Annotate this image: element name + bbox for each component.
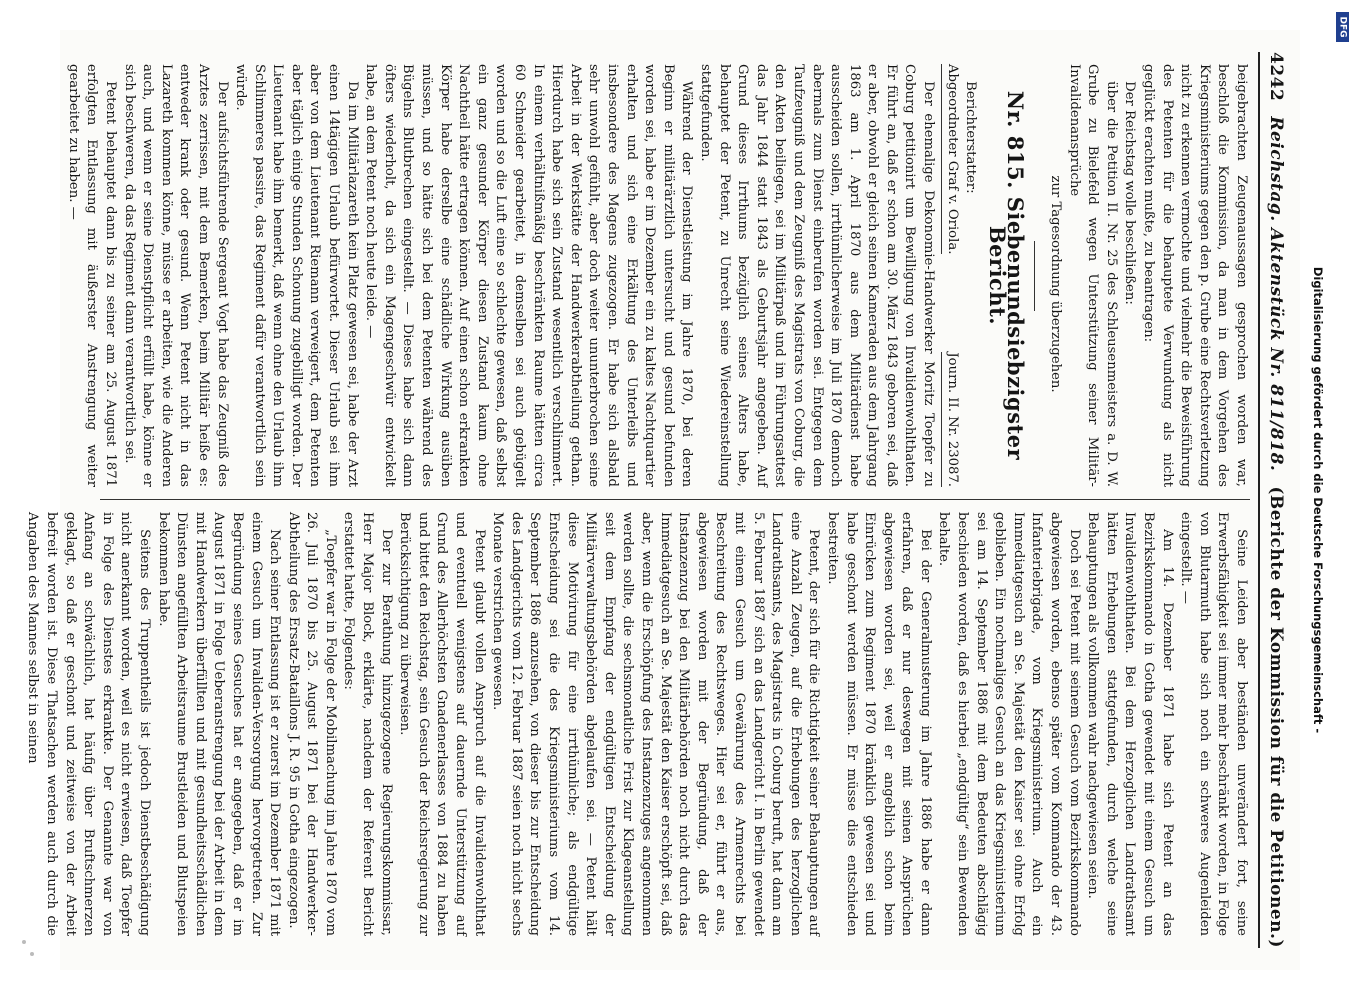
header-title: Reichstag. Aktenstück Nr. 811/818. xyxy=(1266,116,1286,472)
dfg-logo-text: DFG xyxy=(1337,16,1348,38)
body-paragraph: Während der Dienstleistung im Jahre 1870, bei deren Beginn er militärärztlich untersucht und gesund befunden worden sei, habe er im Dezember ein zu kaltes Nachtquartier erhalten und sich eine Erkältung des Unterleibs und insbesondere des Magens zugezogen. Er habe sich alsbald sehr unwohl gefühlt, aber doch weiter ununterbrochen seine Arbeit in der Werkstätte der Handwerkerabtheilung gethan. Hierdurch habe sich sein Zustand wesentlich verschlimmert. In einem verhältnißmäßig beschränkten Raume hätten circa 60 Schneider gearbeitet, in demselben sei auch gebügelt worden und so die Luft eine so schlechte gewesen, daß selbst ein ganz gesunder Körper diesen Zustand kaum ohne Nachtheil hätte ertragen können. Auf einen schon erkrankten Körper habe derselbe eine schädliche Wirkung ausüben müssen, und so hätte sich bei dem Petenten während des Bügelns Blutbrechen eingestellt. — Dieses habe sich dann öfters wiederholt, da sich ein Magengeschwür entwickelt habe, an dem Petent noch heute leide. — xyxy=(363,64,695,487)
scan-speck xyxy=(22,940,26,944)
body-paragraph: Bei der Generalmusterung im Jahre 1886 habe er dann erfahren, daß er nur deswegen mit seinen Ansprüchen abgewiesen worden sei, weil er angeblich schon beim Einrücken zum Regiment 1870 kränklich gewesen sei und habe geschont werden müssen. Er müsse dies entschieden bestreiten. xyxy=(824,512,933,936)
motion-text: über die Petition II. Nr. 25 des Schleusenmeisters a. D. W. Grube zu Bielefeld wegen Unterstützung seiner Militär-Invalidenansprüche xyxy=(1066,64,1119,487)
body-paragraph: Doch sei Petent mit seinem Gesuch vom Bezirkskommando abgewiesen worden, ebenso später vom Kommando der 43. Infanteriebrigade, vom Kriegsministerium. Auch ein Immediatgesuch an Se. Majestät den Kaiser sei ohne Erfolg geblieben. Ein nochmaliges Gesuch an das Kriegsministerium sei am 14. September 1886 mit dem Bedeuten abschlägig beschieden worden, daß es hierbei „endgültig“ sein Bewenden behalte. xyxy=(936,512,1082,936)
page-number: 4242 xyxy=(1266,52,1286,102)
right-column xyxy=(25,500,1250,948)
body-paragraph: Petent glaubt vollen Anspruch auf die Invalidenwohlthat und eventuell wenigstens auf dauernde Unterstützung auf Grund des Allerhöchsten Gnadenerlasses von 1884 zu haben und bittet den Reichstag, sein Gesuch der Reichsregierung zur Berücksichtigung zu überweisen. xyxy=(397,512,487,936)
reporter-name: Abgeordneter Graf v. Oriola. xyxy=(941,64,961,254)
body-paragraph: „Toepfer war in Folge der Mobilmachung im Jahre 1870 vom 26. Juli 1870 bis 25. August 1871 bei der Handwerker-Abtheilung des Ersatz-Bataillons J. R. 95 in Gotha eingezogen. xyxy=(285,512,338,936)
rotated-document-page xyxy=(25,30,1300,970)
page-header xyxy=(1258,52,1286,948)
header-subtitle: (Berichte der Kommission für die Petitionen.) xyxy=(1266,486,1286,948)
body-paragraph: Seine Leiden aber beständen unverändert fort, seine Erwerbsfähigkeit sei immer mehr beschränkt worden, in Folge von Blutarmuth habe sich noch ein schweres Augenleiden eingestellt. — xyxy=(1178,512,1249,936)
body-paragraph: Da im Militärlazareth kein Platz gewesen sei, habe der Arzt einen 14tägigen Urlaub befürwortet. Dieser Urlaub sei ihm aber von dem Lieutenant Riemann verweigert, dem Petenten aber täglich einige Stunden Schonung zugebilligt worden. Der Lieutenant habe ihm bemerkt, daß wenn ohne den Urlaub ihm Schlimmeres passire, das Regiment dafür verantwortlich sein würde. xyxy=(233,64,360,487)
motion-end: zur Tagesordnung überzugehen. xyxy=(1048,175,1064,393)
body-paragraph: Nach seiner Entlassung ist er zuerst im Dezember 1871 mit einem Gesuch um Invaliden-Versorgung hervorgetreten. Zur Begründung seines Gesuches hat er angegeben, daß er im August 1871 in Folge Ueberanstrengung bei der Arbeit in dem mit Handwerkern überfüllten und mit gesundheitsschädlichen Dünsten angefüllten Arbeitsraume Brustleiden und Blutspeien bekommen habe. xyxy=(155,512,283,936)
section-divider xyxy=(1034,241,1035,311)
left-column xyxy=(65,52,1250,500)
text-columns xyxy=(25,52,1250,948)
body-paragraph: Der ehemalige Dekonomie-Handwerker Moritz Toepfer zu Coburg petitionirt um Bewilligung von Invalidenwohlthaten. Er führt an, daß er schon am 30. März 1843 geboren sei, daß er aber, obwohl er gleich seinen Kameraden aus dem Jahrgang 1863 am 1. April 1870 aus dem Militärdienst habe ausscheiden sollen, irrthümlicherweise im Juli 1870 dennoch abermals zum Dienst einberufen worden sei. Entgegen dem Taufzeugniß und dem Zeugniß des Magistrats von Coburg, die den Akten beiliegen, sei im Militärpaß und im Führungsattest das Jahr 1844 statt 1843 als Geburtsjahr angegeben. Auf Grund dieses Irrthums bezüglich seines Alters habe, behauptet der Petent, zu Unrecht seine Wiedereinstellung stattgefunden. xyxy=(697,64,937,487)
digitization-note: Digitalisierung gefördert durch die Deutsche Forschungsgemeinschaft - xyxy=(1311,266,1325,734)
body-paragraph: Petent behauptet dann bis zu seiner am 25. August 1871 erfolgten Entlassung mit äußerster Anstrengung weiter gearbeitet zu haben. — xyxy=(65,64,118,487)
body-paragraph: Petent, der sich für die Richtigkeit seiner Behauptungen auf eine Anzahl Zeugen, auf die Erhebungen des herzoglichen Landrathsamts, des Magistrats in Coburg beruft, hat dann am 5. Februar 1887 sich an das Landgericht I. in Berlin gewendet mit einem Gesuch um Gewährung des Armenrechts bei Beschreitung des Rechtsweges. Hier sei er, führt er aus, abgewiesen worden mit der Begründung, daß der Instanzenzug bei den Militärbehörden noch nicht durch das Immediatgesuch an Se. Majestät den Kaiser erschöpft sei, daß aber, wenn die Erschöpfung des Instanzenzuges angenommen werden sollte, die sechsmonatliche Frist zur Klageanstellung seit dem Empfang der endgültigen Entscheidung der Militärverwaltungsbehörden abgelaufen sei. — Petent hält diese Motivirung für eine irrthümliche; als endgültige Entscheidung sei die des Kriegsministeriums vom 14. September 1886 anzusehen, von dieser bis zur Entscheidung des Landgerichts vom 12. Februar 1887 seien noch nicht sechs Monate verstrichen gewesen. xyxy=(490,512,822,936)
dfg-logo xyxy=(1336,12,1349,42)
body-paragraph: Seitens des Truppentheils ist jedoch Dienstbeschädigung nicht anerkannt worden, weil es nicht erwiesen, daß Toepfer in Folge des Dienstes erkrankte. Der Genannte war von Anfang an schwächlich, hat häufig über Bruftschmerzen geklagt, so daß er geschont und zeitweise von der Arbeit befreit worden ist. Diese Thatsachen werden auch durch die Angaben des Mannes selbst in seinen xyxy=(25,512,152,936)
body-paragraph: Am 14. Dezember 1871 habe sich Petent an das Bezirkskommando in Gotha gewendet mit einem Gesuch um Invalidenwohlthaten. Bei dem Herzoglichen Landrathsamt hätten Erhebungen stattgefunden, durch welche seine Behauptungen als vollkommen wahr nachgewiesen seien. xyxy=(1085,512,1175,936)
body-paragraph: Der zur Berathung hinzugezogene Regierungskommissar, Herr Major Block, erklärte, nachdem der Referent Bericht erstattet hatte, Folgendes: xyxy=(341,512,394,936)
section-title: Nr. 815. Siebenundsiebzigster Bericht. xyxy=(984,90,1029,461)
reporter-line xyxy=(941,64,961,487)
reporter-label: Berichterstatter: xyxy=(963,81,979,194)
scan-speck xyxy=(30,952,34,956)
body-paragraph: Der aufsichtsführende Sergeant Vogt habe das Zeugniß des Arztes zerrissen, mit dem Bemerken, beim Militär heiße es: entweder krank oder gesund. Wenn Petent nicht in das Lazareth kommen könne, müsse er arbeiten, wie die Anderen auch, und wenn er seine Dienstpflicht erfüllt habe, könne er sich beschweren, da das Regiment dann verantwortlich sei. xyxy=(121,64,230,487)
journal-number: Journ. II. Nr. 23087. xyxy=(941,352,961,487)
opening-paragraph: beigebrachten Zeugenaussagen gesprochen worden war, beschloß die Kommission, da man in dem Vorgehen des Kriegsministeriums gegen den p. Grube eine Rechtsverletzung nicht zu erkennen vermochte und vielmehr die Beweisführung des Petenten für die behauptete Verwundung als nicht geglückt erachten mußte, zu beantragen: xyxy=(1141,64,1249,487)
motion-intro: Der Reichstag wolle beschließen: xyxy=(1122,81,1138,305)
